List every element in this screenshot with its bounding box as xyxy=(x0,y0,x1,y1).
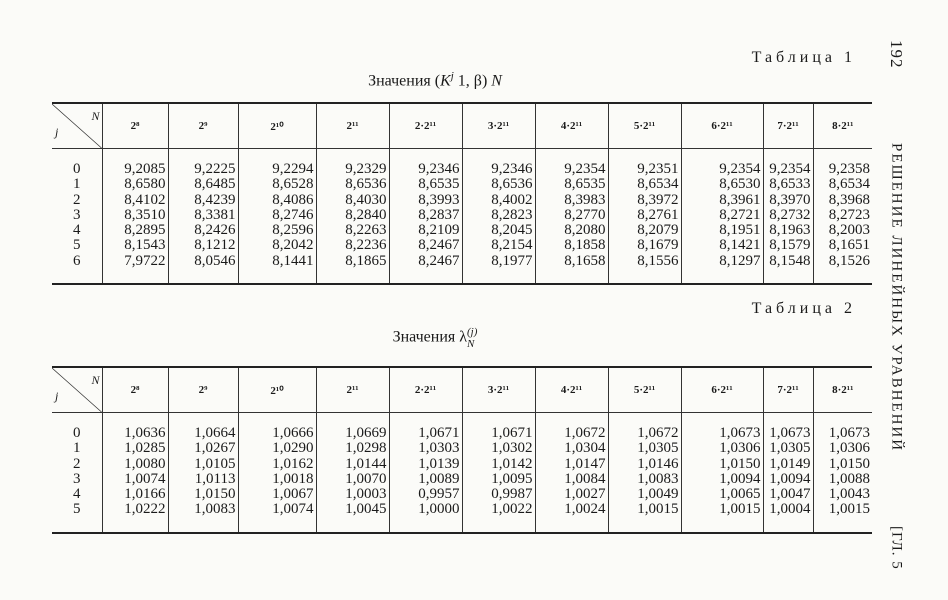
table2-row xyxy=(52,457,872,472)
table2-value-cell: 1,0149 xyxy=(763,457,813,472)
table1-value-cell: 8,2080 xyxy=(535,223,608,238)
table1-row xyxy=(52,238,872,253)
table1-value-cell: 8,6535 xyxy=(535,177,608,192)
table1-value-cell: 8,6528 xyxy=(238,177,316,192)
table1-value-cell: 8,1579 xyxy=(763,238,813,253)
table2-row-index: 4 xyxy=(52,487,102,502)
table2-value-cell: 1,0084 xyxy=(535,472,608,487)
table1-value-cell: 8,3993 xyxy=(389,193,462,208)
table2-value-cell: 1,0015 xyxy=(608,502,681,532)
table1-value-cell: 8,1865 xyxy=(316,254,389,284)
table2-value-cell: 1,0146 xyxy=(608,457,681,472)
table2-row xyxy=(52,441,872,456)
table1-value-cell: 8,4030 xyxy=(316,193,389,208)
table1-value-cell: 8,6580 xyxy=(102,177,168,192)
table1-value-cell: 8,3983 xyxy=(535,193,608,208)
table1-row xyxy=(52,223,872,238)
table2-value-cell: 1,0065 xyxy=(681,487,763,502)
table2-header-cell: 4·2¹¹ xyxy=(535,367,608,413)
table2-value-cell: 1,0305 xyxy=(608,441,681,456)
table1-caption-prefix: Значения ( xyxy=(368,72,441,90)
table2-header-cell: 8·2¹¹ xyxy=(813,367,872,413)
table2-value-cell: 1,0074 xyxy=(238,502,316,532)
table1-value-cell: 8,2721 xyxy=(681,208,763,223)
table2-value-cell: 1,0043 xyxy=(828,486,870,503)
table2-row xyxy=(52,487,872,502)
table2-value-cell: 1,0166 xyxy=(102,487,168,502)
table1-row xyxy=(52,254,872,284)
table2-value-cell: 1,0150 xyxy=(681,457,763,472)
chapter-marker: [ГЛ. 5 xyxy=(888,526,905,570)
table1-corner-j: j xyxy=(55,125,59,139)
table1-value-cell: 8,2154 xyxy=(462,238,535,253)
table1-value-cell: 8,2467 xyxy=(389,238,462,253)
table1-value-cell: 8,6536 xyxy=(462,177,535,192)
table2-value-cell: 1,0094 xyxy=(681,472,763,487)
table2-header-cell: 5·2¹¹ xyxy=(608,367,681,413)
table2-header-cell: 6·2¹¹ xyxy=(681,367,763,413)
table1-value-cell: 8,6534 xyxy=(608,177,681,192)
table1-header-cell: 3·2¹¹ xyxy=(462,103,535,149)
table1-row-index: 2 xyxy=(52,193,102,208)
table1-value-cell: 8,2467 xyxy=(389,254,462,284)
table1-value-cell: 9,2351 xyxy=(608,149,681,178)
table1-row xyxy=(52,149,872,178)
table1-caption-args: 1, β) xyxy=(453,72,492,90)
table2-corner-j: j xyxy=(55,389,59,403)
table1-value-cell: 8,2003 xyxy=(828,222,870,239)
table2-value-cell: 1,0113 xyxy=(168,472,238,487)
table1-value-cell: 8,2761 xyxy=(608,208,681,223)
table1-value-cell: 8,6536 xyxy=(316,177,389,192)
table1-value-cell: 8,2263 xyxy=(316,223,389,238)
table1-value-cell: 8,6533 xyxy=(763,177,813,192)
table1-caption-n: N xyxy=(491,72,502,90)
table2-value-cell: 1,0672 xyxy=(608,413,681,442)
table1-header-cell: 7·2¹¹ xyxy=(763,103,813,149)
table1-value-cell: 8,1679 xyxy=(608,238,681,253)
table1-header-cell: 2¹¹ xyxy=(316,103,389,149)
table1-header-cell: 4·2¹¹ xyxy=(535,103,608,149)
table2-value-cell: 1,0267 xyxy=(168,441,238,456)
table1-value-cell: 9,2329 xyxy=(316,149,389,178)
table1-header-cell: 6·2¹¹ xyxy=(681,103,763,149)
table1-value-cell: 8,1858 xyxy=(535,238,608,253)
table1-value-cell: 8,1651 xyxy=(828,237,870,254)
table2-caption-sup: (j) xyxy=(467,326,478,338)
table2-value-cell: 1,0047 xyxy=(763,487,813,502)
table1-value-cell: 8,4002 xyxy=(462,193,535,208)
table2-value-cell: 1,0074 xyxy=(102,472,168,487)
table1-value-cell: 8,3510 xyxy=(102,208,168,223)
table2-value-cell: 0,9957 xyxy=(389,487,462,502)
table1-value-cell: 8,1658 xyxy=(535,254,608,284)
table2-caption-sub: N xyxy=(467,338,475,350)
table1-row xyxy=(52,177,872,192)
table2-value-cell: 1,0139 xyxy=(389,457,462,472)
table2-value-cell: 1,0222 xyxy=(102,502,168,532)
table1-row-index: 6 xyxy=(52,254,102,284)
table2-value-cell: 1,0162 xyxy=(238,457,316,472)
table2-row-index: 3 xyxy=(52,472,102,487)
table2-value-cell: 1,0083 xyxy=(168,502,238,532)
table1-value-cell: 8,2837 xyxy=(389,208,462,223)
table2-value-cell: 1,0018 xyxy=(238,472,316,487)
table1-header-cell: 2⁸ xyxy=(102,103,168,149)
table1-header-cell: 2¹⁰ xyxy=(238,103,316,149)
table1-row-index: 1 xyxy=(52,177,102,192)
table1-caption-k: K xyxy=(440,72,451,90)
table2-value-cell: 1,0303 xyxy=(389,441,462,456)
table1-value-cell: 8,2746 xyxy=(238,208,316,223)
table1 xyxy=(52,102,872,285)
table2-value-cell: 1,0636 xyxy=(102,413,168,442)
table2-value-cell: 1,0673 xyxy=(828,425,870,441)
table2-value-cell: 1,0144 xyxy=(316,457,389,472)
table2-value-cell: 0,9987 xyxy=(462,487,535,502)
table2-value-cell: 1,0671 xyxy=(389,413,462,442)
table2-value-cell: 1,0150 xyxy=(168,487,238,502)
table1-corner-cell xyxy=(52,103,102,149)
page-side-header xyxy=(878,40,914,570)
table1-header-cell: 2⁹ xyxy=(168,103,238,149)
table2-value-cell: 1,0094 xyxy=(763,472,813,487)
table2-row-index: 0 xyxy=(52,413,102,442)
table1-value-cell: 8,1951 xyxy=(681,223,763,238)
table2-value-cell: 1,0306 xyxy=(828,440,870,457)
table2-value-cell: 1,0666 xyxy=(238,413,316,442)
table1-value-cell: 9,2346 xyxy=(462,149,535,178)
table2-header-cell: 2⁹ xyxy=(168,367,238,413)
table2-row xyxy=(52,502,872,532)
table1-value-cell: 8,2045 xyxy=(462,223,535,238)
table1-value-cell: 8,1543 xyxy=(102,238,168,253)
table1-value-cell: 8,4102 xyxy=(102,193,168,208)
table2-header-cell: 2¹¹ xyxy=(316,367,389,413)
table2-value-cell: 1,0298 xyxy=(316,441,389,456)
table2-caption-prefix: Значения λ xyxy=(392,328,468,346)
table1-header-cell: 2·2¹¹ xyxy=(389,103,462,149)
table2-value-cell: 1,0671 xyxy=(462,413,535,442)
table2-value-cell: 1,0015 xyxy=(828,501,870,518)
table1-value-cell: 8,2840 xyxy=(316,208,389,223)
table2-value-cell: 1,0664 xyxy=(168,413,238,442)
table1-row xyxy=(52,193,872,208)
table1-value-cell: 8,6535 xyxy=(389,177,462,192)
table1-value-cell: 8,2823 xyxy=(462,208,535,223)
table2-label: Таблица 2 xyxy=(751,300,856,317)
table1-value-cell: 8,3972 xyxy=(608,193,681,208)
table2-corner-n: N xyxy=(91,373,100,387)
table1-row-index: 0 xyxy=(52,149,102,178)
table2-value-cell: 1,0015 xyxy=(681,502,763,532)
table1-value-cell: 8,2596 xyxy=(238,223,316,238)
table2-value-cell: 1,0673 xyxy=(681,413,763,442)
table1-value-cell: 8,1212 xyxy=(168,238,238,253)
table2-row xyxy=(52,413,872,442)
table2-row-index: 1 xyxy=(52,441,102,456)
table2-value-cell: 1,0669 xyxy=(316,413,389,442)
table2-corner-cell xyxy=(52,367,102,413)
table1-value-cell: 8,2723 xyxy=(828,206,870,223)
table1-value-cell: 9,2225 xyxy=(168,149,238,178)
table2-value-cell: 1,0306 xyxy=(681,441,763,456)
table1-value-cell: 9,2294 xyxy=(238,149,316,178)
table1-row-index: 3 xyxy=(52,208,102,223)
table1-value-cell: 8,3381 xyxy=(168,208,238,223)
table1-value-cell: 8,2770 xyxy=(535,208,608,223)
table1-value-cell: 8,1977 xyxy=(462,254,535,284)
table1-value-cell: 8,1297 xyxy=(681,254,763,284)
table1-value-cell: 8,1556 xyxy=(608,254,681,284)
table1-header-cell: 8·2¹¹ xyxy=(813,103,872,149)
table1-caption xyxy=(0,70,870,90)
table1-value-cell: 9,2354 xyxy=(535,149,608,178)
table1-value-cell: 8,1421 xyxy=(681,238,763,253)
page-number: 192 xyxy=(887,40,906,69)
table2-value-cell: 1,0024 xyxy=(535,502,608,532)
table1-value-cell: 8,4239 xyxy=(168,193,238,208)
table1-value-cell: 8,1526 xyxy=(828,252,870,269)
table2-header-cell: 2·2¹¹ xyxy=(389,367,462,413)
table1-value-cell: 8,1548 xyxy=(763,254,813,284)
table1-value-cell: 8,2732 xyxy=(763,208,813,223)
table2-header-cell: 3·2¹¹ xyxy=(462,367,535,413)
table1-value-cell: 9,2354 xyxy=(681,149,763,178)
table1-value-cell: 8,3961 xyxy=(681,193,763,208)
table1-value-cell: 8,2079 xyxy=(608,223,681,238)
table2-header-cell: 7·2¹¹ xyxy=(763,367,813,413)
table2-value-cell: 1,0089 xyxy=(389,472,462,487)
table1-value-cell: 8,1963 xyxy=(763,223,813,238)
table1-value-cell: 9,2346 xyxy=(389,149,462,178)
table2-row xyxy=(52,472,872,487)
table2-value-cell: 1,0027 xyxy=(535,487,608,502)
table1-value-cell: 7,9722 xyxy=(102,254,168,284)
table2-value-cell: 1,0304 xyxy=(535,441,608,456)
running-title: РЕШЕНИЕ ЛИНЕЙНЫХ УРАВНЕНИЙ xyxy=(888,142,905,452)
table2-value-cell: 1,0022 xyxy=(462,502,535,532)
table1-value-cell: 8,6530 xyxy=(681,177,763,192)
table1-caption-j: j xyxy=(450,70,454,82)
table1-header-cell: 5·2¹¹ xyxy=(608,103,681,149)
table2-value-cell: 1,0305 xyxy=(763,441,813,456)
table2-value-cell: 1,0142 xyxy=(462,457,535,472)
table2-value-cell: 1,0004 xyxy=(763,502,813,532)
table1-value-cell: 9,2354 xyxy=(763,149,813,178)
table1-value-cell: 8,2109 xyxy=(389,223,462,238)
table1-value-cell: 8,6534 xyxy=(828,176,870,193)
table1-value-cell: 8,3970 xyxy=(763,193,813,208)
table2-value-cell: 1,0067 xyxy=(238,487,316,502)
table1-value-cell: 9,2085 xyxy=(102,149,168,178)
table1-label: Таблица 1 xyxy=(751,49,856,66)
table1-value-cell: 8,1441 xyxy=(238,254,316,284)
table1-row-index: 4 xyxy=(52,223,102,238)
table2-value-cell: 1,0003 xyxy=(316,487,389,502)
table2-header-cell: 2¹⁰ xyxy=(238,367,316,413)
table2-value-cell: 1,0105 xyxy=(168,457,238,472)
table1-value-cell: 9,2358 xyxy=(828,161,870,177)
table2-value-cell: 1,0290 xyxy=(238,441,316,456)
table2-value-cell: 1,0080 xyxy=(102,457,168,472)
table1-corner-n: N xyxy=(91,109,100,123)
table2-value-cell: 1,0095 xyxy=(462,472,535,487)
table2-value-cell: 1,0285 xyxy=(102,441,168,456)
table2-value-cell: 1,0150 xyxy=(828,455,870,472)
table2-value-cell: 1,0083 xyxy=(608,472,681,487)
table1-value-cell: 8,4086 xyxy=(238,193,316,208)
table1-value-cell: 8,2426 xyxy=(168,223,238,238)
table1-row xyxy=(52,208,872,223)
table2 xyxy=(52,366,872,534)
table2-value-cell: 1,0147 xyxy=(535,457,608,472)
table1-value-cell: 8,2236 xyxy=(316,238,389,253)
table2-value-cell: 1,0302 xyxy=(462,441,535,456)
table2-value-cell: 1,0070 xyxy=(316,472,389,487)
table2-value-cell: 1,0673 xyxy=(763,413,813,442)
table1-value-cell: 8,2895 xyxy=(102,223,168,238)
table2-value-cell: 1,0672 xyxy=(535,413,608,442)
table1-value-cell: 8,0546 xyxy=(168,254,238,284)
table1-value-cell: 8,6485 xyxy=(168,177,238,192)
table2-row-index: 2 xyxy=(52,457,102,472)
table2-value-cell: 1,0049 xyxy=(608,487,681,502)
table2-value-cell: 1,0000 xyxy=(389,502,462,532)
table2-caption xyxy=(0,326,870,350)
table1-row-index: 5 xyxy=(52,238,102,253)
table2-value-cell: 1,0088 xyxy=(828,470,870,487)
table2-row-index: 5 xyxy=(52,502,102,532)
table2-header-cell: 2⁸ xyxy=(102,367,168,413)
table1-value-cell: 8,3968 xyxy=(828,191,870,208)
table2-value-cell: 1,0045 xyxy=(316,502,389,532)
table1-value-cell: 8,2042 xyxy=(238,238,316,253)
